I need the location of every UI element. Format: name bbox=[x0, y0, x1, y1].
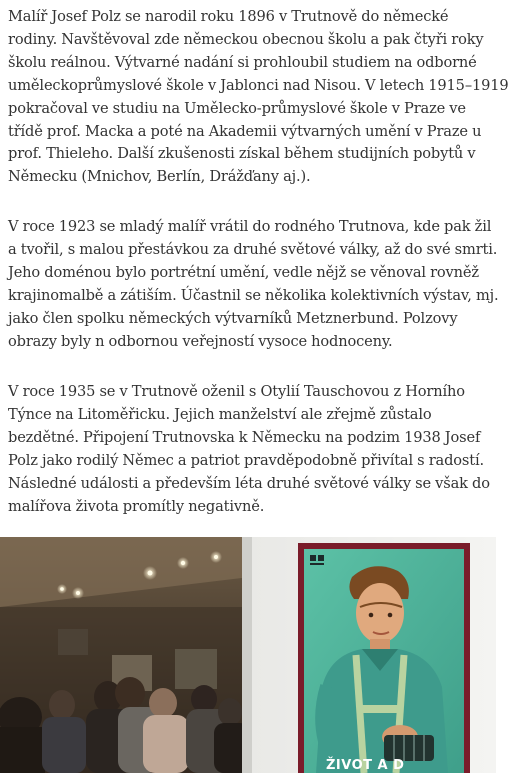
poster-caption: ŽIVOT A D bbox=[326, 758, 405, 773]
text-line: pokračoval ve studiu na Umělecko-průmyslové škole v Praze ve bbox=[8, 99, 466, 117]
poster-logo-icon bbox=[318, 555, 324, 561]
ceiling-light bbox=[148, 571, 153, 576]
wall-edge bbox=[242, 537, 252, 773]
text-line: bezdětné. Připojení Trutnovska k Německu na podzim 1938 Josef bbox=[8, 428, 481, 446]
exhibition-poster bbox=[298, 543, 470, 773]
text-line: jako člen spolku německých výtvarníků Metznerbund. Polzovy bbox=[8, 309, 458, 327]
text-line: prof. Thieleho. Další zkušenosti získal během studijních pobytů v bbox=[8, 145, 476, 163]
poster-logo-icon bbox=[310, 555, 316, 561]
wall-painting bbox=[175, 649, 217, 689]
exhibition-photo bbox=[0, 537, 496, 773]
text-line: Polz jako rodilý Němec a patriot pravděpodobně přivítal s radostí. bbox=[8, 451, 484, 469]
paragraph-biography-later bbox=[8, 381, 504, 518]
text-line: Malíř Josef Polz se narodil roku 1896 v Trutnově do německé bbox=[8, 8, 449, 25]
text-line: malířova života promítly negativně. bbox=[8, 497, 265, 515]
ceiling-light bbox=[76, 591, 80, 595]
ceiling-light bbox=[60, 587, 64, 591]
exhibition-photo-illustration bbox=[0, 537, 496, 773]
text-line: Následné události a především léta druhé světové války se však do bbox=[8, 474, 490, 492]
text-line: V roce 1923 se mladý malíř vrátil do rodného Trutnova, kde pak žil bbox=[8, 218, 492, 235]
text-line: krajinomalbě a zátiším. Účastnil se několika kolektivních výstav, mj. bbox=[8, 286, 499, 304]
text-line: V roce 1935 se v Trutnově oženil s Otylií Tauschovou z Horního bbox=[8, 383, 465, 400]
ceiling-light bbox=[181, 561, 185, 565]
text-line: rodiny. Navštěvoval zde německou obecnou školu a pak čtyři roky bbox=[8, 30, 484, 48]
text-line: a tvořil, s malou přestávkou za druhé světové války, až do své smrti. bbox=[8, 240, 498, 258]
text-line: obrazy byly n odbornou veřejností vysoce hodnoceny. bbox=[8, 332, 393, 350]
text-line: Jeho doménou bylo portrétní umění, vedle nějž se věnoval rovněž bbox=[8, 263, 479, 281]
ceiling-light bbox=[214, 555, 218, 559]
paragraph-biography-early bbox=[8, 6, 509, 189]
text-line: školu reálnou. Výtvarné nadání si prohloubil studiem na odborné bbox=[8, 53, 477, 71]
text-line: Německu (Mnichov, Berlín, Drážďany aj.). bbox=[8, 168, 311, 186]
poster-logo-icon bbox=[310, 563, 324, 565]
text-line: třídě prof. Macka a poté na Akademii výtvarných umění v Praze u bbox=[8, 122, 482, 140]
wall-painting bbox=[58, 629, 88, 655]
paragraph-biography-career bbox=[8, 216, 504, 353]
text-line: uměleckoprůmyslové škole v Jablonci nad Nisou. V letech 1915–1919 bbox=[8, 76, 509, 94]
text-line: Týnce na Litoměřicku. Jejich manželství ale zřejmě zůstalo bbox=[8, 405, 432, 423]
